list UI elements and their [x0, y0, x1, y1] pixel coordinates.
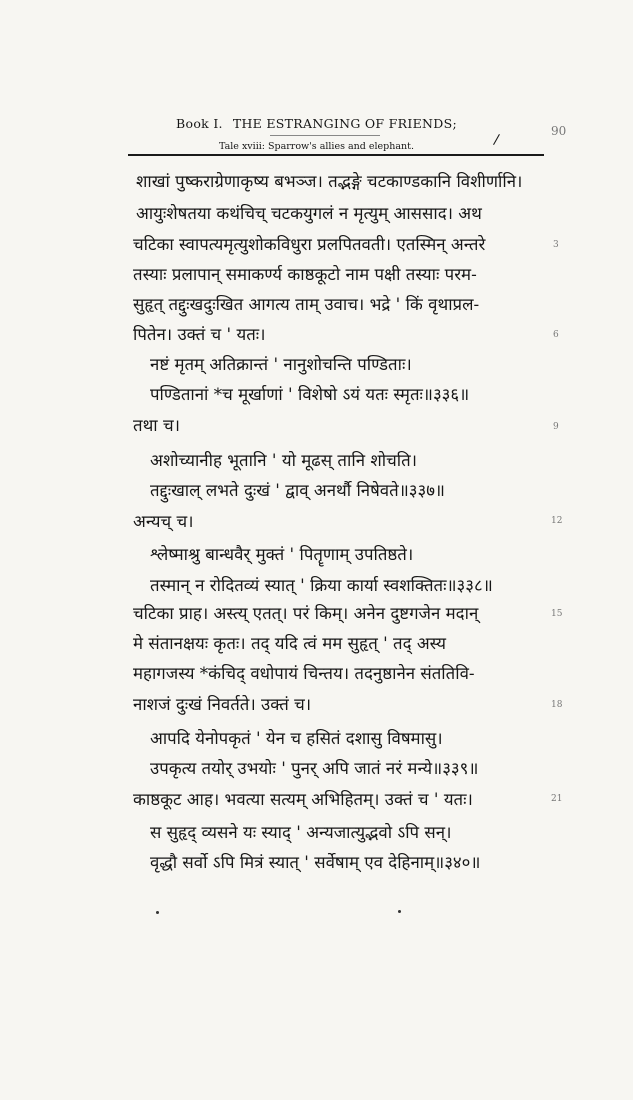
line-number: 12	[551, 516, 563, 526]
text-line: चटिका स्वापत्यमृत्युशोकविधुरा प्रलपितवती। एतस्मिन् अन्तरे	[133, 234, 486, 254]
text-line: महागजस्य *कंचिद् वधोपायं चिन्तय। तदनुष्ठानेन संततिवि-	[133, 663, 475, 683]
book-title: THE ESTRANGING OF FRIENDS;	[232, 116, 457, 131]
text-line: तथा च।	[133, 415, 180, 435]
text-line: वृद्धौ सर्वो ऽपि मित्रं स्यात् ' सर्वेषाम् एव देहिनाम्॥३४०॥	[150, 852, 481, 872]
text-line: अन्यच् च।	[133, 511, 194, 531]
text-line: मे संतानक्षयः कृतः। तद् यदि त्वं मम सुहृत् ' तद् अस्य	[133, 633, 446, 653]
thin-rule	[270, 135, 380, 136]
line-number: 21	[551, 794, 563, 804]
text-line: अशोच्यानीह भूतानि ' यो मूढस् तानि शोचति।	[150, 450, 418, 470]
running-head	[0, 116, 633, 131]
text-line: स सुहृद् व्यसने यः स्याद् ' अन्यजात्युद्भवो ऽपि सन्।	[150, 822, 452, 842]
text-line: उपकृत्य तयोर् उभयोः ' पुनर् अपि जातं नरं मन्ये॥३३९॥	[150, 758, 479, 778]
line-number: 15	[551, 609, 563, 619]
page-number: 90	[551, 124, 567, 138]
text-line: श्लेष्माश्रु बान्धवैर् मुक्तं ' पितॄणाम् उपतिष्ठते।	[150, 544, 414, 564]
text-line: तस्मान् न रोदितव्यं स्यात् ' क्रिया कार्या स्वशक्तितः॥३३८॥	[150, 575, 493, 595]
line-number: 18	[551, 700, 563, 710]
ink-speck	[156, 911, 159, 914]
text-line: सुहृत् तद्दुःखदुःखित आगत्य ताम् उवाच। भद्रे ' किं वृथाप्रल-	[133, 294, 480, 314]
pencil-mark: /	[492, 131, 501, 149]
text-line: नष्टं मृतम् अतिक्रान्तं ' नानुशोचन्ति पण्डिताः।	[150, 354, 412, 374]
text-line: तस्याः प्रलापान् समाकर्ण्य काष्ठकूटो नाम पक्षी तस्याः परम-	[133, 264, 477, 284]
text-line: आपदि येनोपकृतं ' येन च हसितं दशासु विषमासु।	[150, 728, 443, 748]
ink-speck	[398, 910, 401, 913]
text-line: पण्डितानां *च मूर्खाणां ' विशेषो ऽयं यतः स्मृतः॥३३६॥	[150, 384, 470, 404]
line-number: 9	[553, 422, 559, 432]
line-number: 6	[553, 330, 559, 340]
text-line: नाशजं दुःखं निवर्तते। उक्तं च।	[133, 694, 312, 714]
line-number: 3	[553, 240, 559, 250]
text-line: पितेन। उक्तं च ' यतः।	[133, 324, 266, 344]
text-line: चटिका प्राह। अस्त्य् एतत्। परं किम्। अनेन दुष्टगजेन मदान्	[133, 603, 479, 623]
book-label: Book I.	[176, 116, 223, 131]
text-line: काष्ठकूट आह। भवत्या सत्यम् अभिहितम्। उक्तं च ' यतः।	[133, 789, 473, 809]
text-line: शाखां पुष्कराग्रेणाकृष्य बभञ्ज। तद्भङ्गे चटकाण्डकानि विशीर्णानि।	[136, 171, 523, 191]
tale-subheading: Tale xviii: Sparrow's allies and elephant.	[219, 141, 414, 152]
header-rule	[128, 154, 544, 156]
text-line: तद्दुःखाल् लभते दुःखं ' द्वाव् अनर्थौ निषेवते॥३३७॥	[150, 480, 445, 500]
text-line: आयुःशेषतया कथंचिच् चटकयुगलं न मृत्युम् आससाद। अथ	[136, 203, 482, 223]
